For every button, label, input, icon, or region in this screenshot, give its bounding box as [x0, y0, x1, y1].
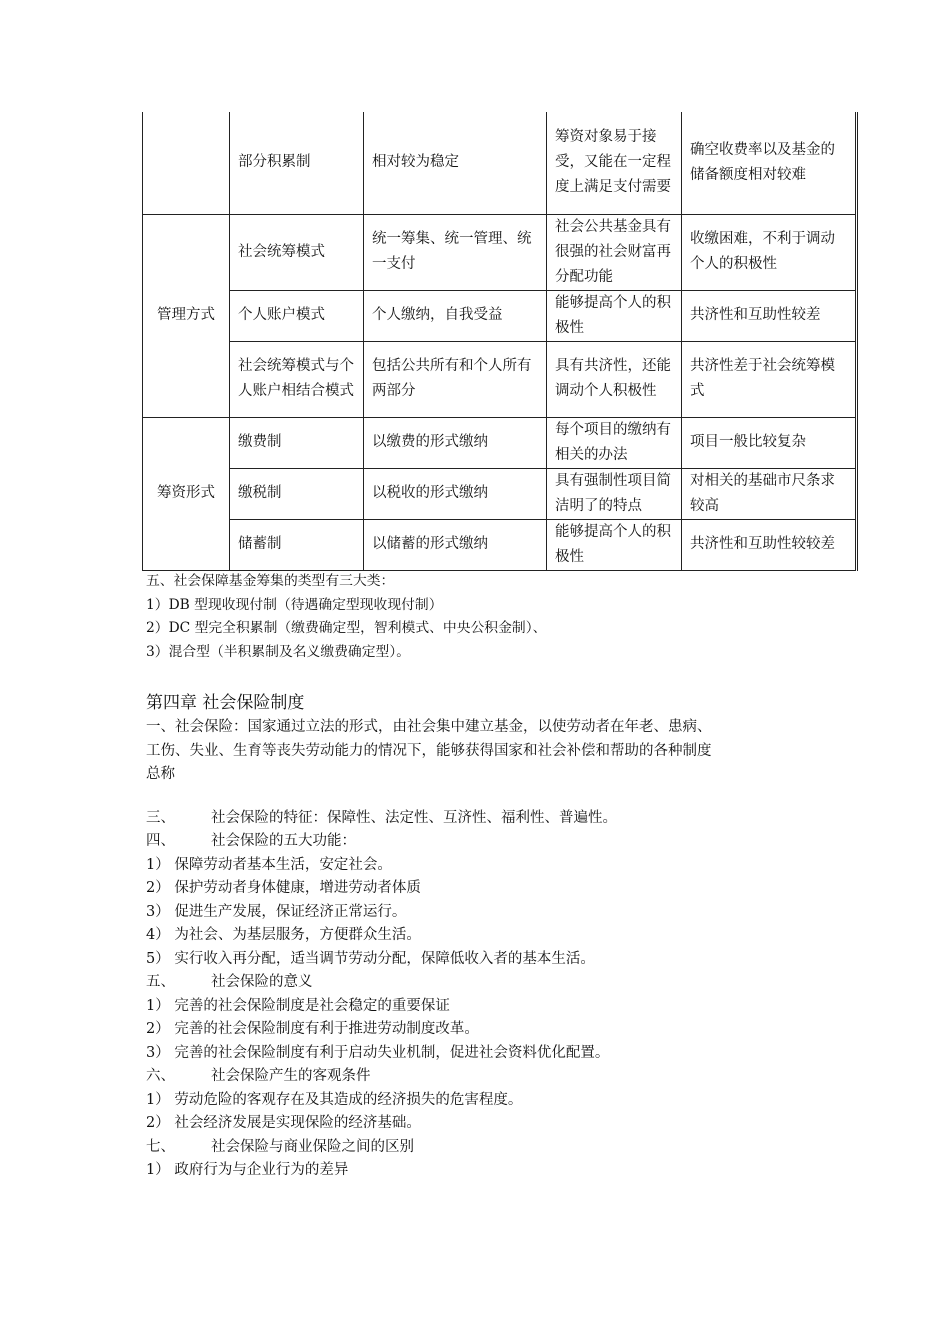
table-cell-desc: 以税收的形式缴纳: [364, 468, 547, 519]
section-heading: 五、社会保障基金筹集的类型有三大类：: [146, 573, 395, 589]
section-five-list: [146, 570, 846, 664]
features-heading: [146, 807, 846, 831]
table-cell-advantage: 具有强制性项目简洁明了的特点: [547, 468, 682, 519]
list-item: 3）混合型（半积累制及名义缴费确定型）。: [146, 643, 411, 660]
list-item: 5） 实行收入再分配，适当调节劳动分配，保障低收入者的基本生活。: [146, 950, 595, 967]
list-item: 1） 保障劳动者基本生活，安定社会。: [146, 856, 392, 873]
table-cell-advantage: 能够提高个人的积极性: [547, 519, 682, 570]
table-cell-advantage: 具有共济性，还能调动个人积极性: [547, 341, 682, 417]
list-item: 2） 完善的社会保险制度有利于推进劳动制度改革。: [146, 1021, 479, 1037]
table-cell-desc: 以储蓄的形式缴纳: [364, 519, 547, 570]
table-row: [143, 468, 857, 519]
chapter-title: 第四章 社会保险制度: [146, 693, 305, 713]
list-item: 4） 为社会、为基层服务，方便群众生活。: [146, 927, 421, 943]
list-item: 3） 完善的社会保险制度有利于启动失业机制，促进社会资料优化配置。: [146, 1044, 610, 1061]
table-cell-name: 个人账户模式: [230, 290, 364, 341]
list-item: 1） 政府行为与企业行为的差异: [146, 1162, 349, 1178]
table-cell-desc: 相对较为稳定: [364, 112, 547, 214]
table-cell-name: 缴费制: [230, 417, 364, 468]
chapter-four: [146, 690, 846, 1183]
conditions-text: 社会保险产生的客观条件: [211, 1068, 371, 1084]
list-item: 2）DC 型完全积累制（缴费确定型，智利模式、中央公积金制）、: [146, 620, 547, 636]
table-row: [143, 341, 857, 417]
table-cell-advantage: 社会公共基金具有很强的社会财富再分配功能: [547, 214, 682, 290]
list-item: 2） 社会经济发展是实现保险的经济基础。: [146, 1115, 421, 1131]
difference-number: 七、: [146, 1138, 175, 1155]
table-cell-disadvantage: 共济性和互助性较差: [682, 290, 857, 341]
features-number: 三、: [146, 809, 175, 826]
table-cell-name: 缴税制: [230, 468, 364, 519]
conditions-heading: [146, 1065, 846, 1089]
table-cell-name: 社会统筹模式与个人账户相结合模式: [230, 341, 364, 417]
list-item: 3） 促进生产发展，保证经济正常运行。: [146, 903, 407, 920]
definition-line: 工伤、失业、生育等丧失劳动能力的情况下，能够获得国家和社会补偿和帮助的各种制度: [146, 742, 712, 759]
definition-line: 总称: [146, 766, 175, 782]
table-cell-name: 社会统筹模式: [230, 214, 364, 290]
table-row: [143, 519, 857, 570]
list-item: 2） 保护劳动者身体健康，增进劳动者体质: [146, 880, 421, 896]
list-item: 1） 劳动危险的客观存在及其造成的经济损失的危害程度。: [146, 1091, 523, 1108]
table-cell-advantage: 能够提高个人的积极性: [547, 290, 682, 341]
table-cell-desc: 以缴费的形式缴纳: [364, 417, 547, 468]
functions-number: 四、: [146, 833, 175, 849]
table-cell-desc: 个人缴纳，自我受益: [364, 290, 547, 341]
table-row: [143, 214, 857, 290]
meaning-text: 社会保险的意义: [211, 974, 313, 990]
table-row: [143, 417, 857, 468]
functions-heading: [146, 830, 846, 854]
table-cell-disadvantage: 项目一般比较复杂: [682, 417, 857, 468]
table-cell-advantage: 每个项目的缴纳有相关的办法: [547, 417, 682, 468]
table-cell-advantage: 筹资对象易于接受，又能在一定程度上满足支付需要: [547, 112, 682, 214]
table-cell-desc: 统一筹集、统一管理、统一支付: [364, 214, 547, 290]
meaning-number: 五、: [146, 974, 175, 990]
functions-text: 社会保险的五大功能：: [211, 833, 356, 849]
table-cell-disadvantage: 对相关的基础市尺条求较高: [682, 468, 857, 519]
table-row: [143, 290, 857, 341]
table-cell-disadvantage: 共济性和互助性较较差: [682, 519, 857, 570]
table-cell-group-financing: 筹资形式: [143, 417, 230, 570]
list-item: 1） 完善的社会保险制度是社会稳定的重要保证: [146, 997, 450, 1014]
meaning-heading: [146, 971, 846, 995]
features-text: 社会保险的特征：保障性、法定性、互济性、福利性、普遍性。: [211, 809, 617, 826]
table-row: [143, 112, 857, 214]
table-cell-disadvantage: 收缴困难，不利于调动个人的积极性: [682, 214, 857, 290]
table-cell-disadvantage: 确空收费率以及基金的储备额度相对较难: [682, 112, 857, 214]
definition-line: 一、社会保险：国家通过立法的形式，由社会集中建立基金，以使劳动者在年老、患病、: [146, 719, 712, 735]
table-cell-group-management: 管理方式: [143, 214, 230, 417]
conditions-number: 六、: [146, 1068, 175, 1084]
table-cell-desc: 包括公共所有和个人所有两部分: [364, 341, 547, 417]
table-cell-name: 部分积累制: [230, 112, 364, 214]
difference-text: 社会保险与商业保险之间的区别: [211, 1138, 414, 1155]
list-item: 1）DB 型现收现付制（待遇确定型现收现付制）: [146, 596, 443, 613]
fund-model-table: [142, 112, 858, 571]
table-cell-group-empty: [143, 112, 230, 214]
difference-heading: [146, 1136, 846, 1160]
table-cell-name: 储蓄制: [230, 519, 364, 570]
table-cell-disadvantage: 共济性差于社会统筹模式: [682, 341, 857, 417]
